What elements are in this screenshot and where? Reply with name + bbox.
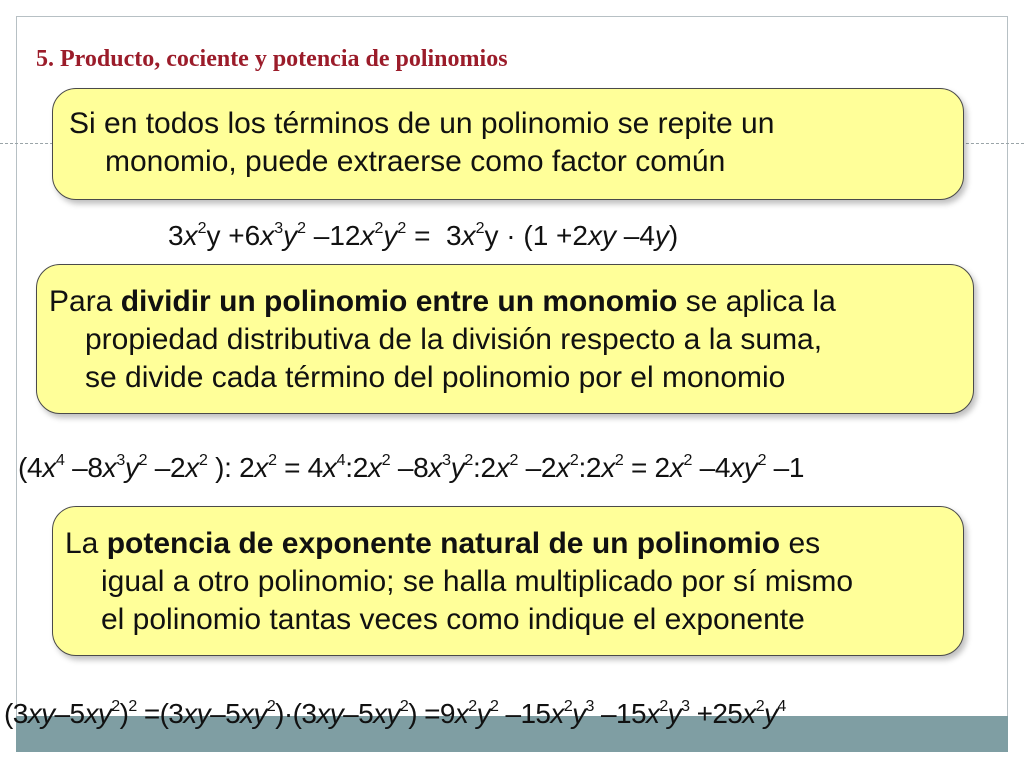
power-line1-bold: potencia de exponente natural de un polinomio <box>106 527 781 560</box>
division-line1-bold: dividir un polinomio entre un monomio <box>120 285 678 318</box>
division-line1 <box>49 283 973 321</box>
formula-power <box>4 698 786 730</box>
formula-factor-common <box>168 220 678 252</box>
slide-frame-top <box>16 16 1008 17</box>
formula2-text: ($4x^4$ $-8x^3y^2$ $-2x^2$ ): $2x^2$ = $4x^4:2x^2$ $-8x^3y^2:2x^2$ $-2x^2:2x^2 = 2x^2$ $-4xy^2$ –1 <box>18 452 805 483</box>
formula-division <box>18 452 804 484</box>
slide-title: 5. Producto, cociente y potencia de polinomios <box>36 46 508 72</box>
division-line1-pre: Para <box>49 285 121 318</box>
power-line1 <box>65 525 963 563</box>
division-line2: propiedad distributiva de la división respecto a la suma, <box>85 323 823 356</box>
power-line2: igual a otro polinomio; se halla multiplicado por sí mismo <box>101 565 854 598</box>
factor-common-line2: monomio, puede extraerse como factor común <box>105 145 726 178</box>
division-box <box>36 264 974 414</box>
division-line1-post: se aplica la <box>677 285 836 318</box>
formula1-text: $3x^2y +6x^3y^2$ $-12x^2y^2 = 3x^2y \cdot (1 +2xy$ –4y) <box>168 220 679 251</box>
power-line1-pre: La <box>65 527 107 560</box>
formula3-text: $(3xy-5xy^2)^2 =(3xy-5xy^2)\cdot(3xy-5xy^2) =9x^2y^2$ $-15x^2y^3$ $-15x^2y^3 +25x^2y^4$ <box>4 698 786 729</box>
factor-common-box <box>52 88 964 200</box>
division-line3: se divide cada término del polinomio por el monomio <box>85 361 786 394</box>
slide-frame-right <box>1007 16 1008 716</box>
power-box <box>52 506 964 656</box>
power-line1-post: es <box>780 527 821 560</box>
slide-frame-left <box>16 16 17 716</box>
power-line3: el polinomio tantas veces como indique el exponente <box>101 603 805 636</box>
factor-common-line1: Si en todos los términos de un polinomio se repite un <box>69 107 775 140</box>
